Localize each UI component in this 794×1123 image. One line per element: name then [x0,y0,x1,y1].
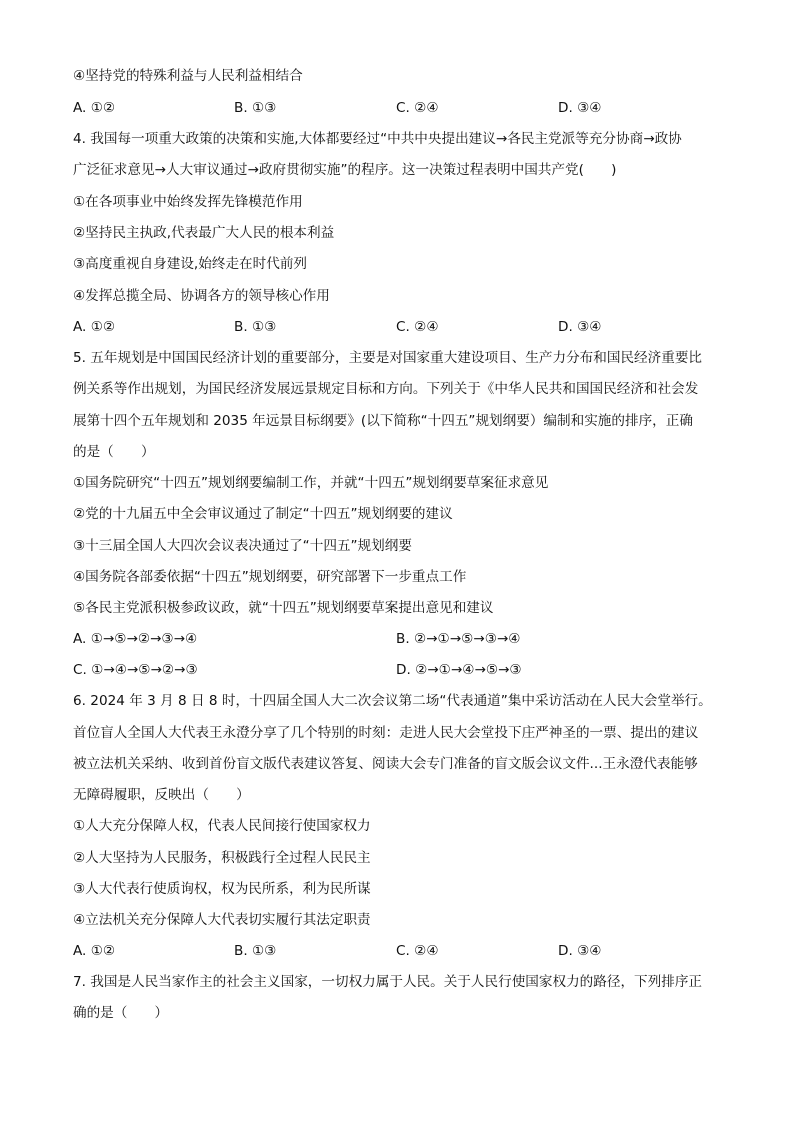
q5-stem-line-3: 展第十四个五年规划和 2035 年远景目标纲要》(以下简称“十四五”规划纲要）编制和实施的排序，正确 [73,413,693,429]
q6-stem-line-1: 6. 2024 年 3 月 8 日 8 时，十四届全国人大二次会议第二场“代表通道”集中采访活动在人民大会堂举行。 [73,693,712,709]
q3-options [73,98,733,118]
q5-option-b: B. ②→①→⑤→③→④ [396,631,521,647]
q3-item-4: ④坚持党的特殊利益与人民利益相结合 [73,68,303,84]
q6-options [73,941,733,961]
q7-stem-line-1: 7. 我国是人民当家作主的社会主义国家，一切权力属于人民。关于人民行使国家权力的路径，下列排序正 [73,974,703,990]
q5-option-c: C. ①→④→⑤→②→③ [73,662,198,678]
q3-option-c: C. ②④ [396,100,439,116]
q6-option-c: C. ②④ [396,943,439,959]
q6-stem-line-3: 被立法机关采纳、收到首份盲文版代表建议答复、阅读大会专门准备的盲文版会议文件...王永澄代表能够 [73,756,698,772]
q5-stem-line-1: 5. 五年规划是中国国民经济计划的重要部分，主要是对国家重大建设项目、生产力分布和国民经济重要比 [73,350,703,366]
q4-item-1: ①在各项事业中始终发挥先锋模范作用 [73,194,303,210]
q4-option-a: A. ①② [73,319,116,335]
q3-option-a: A. ①② [73,100,116,116]
q4-option-b: B. ①③ [234,319,277,335]
q6-option-a: A. ①② [73,943,116,959]
q4-options [73,317,733,337]
q5-item-2: ②党的十九届五中全会审议通过了制定“十四五”规划纲要的建议 [73,506,453,522]
q5-options-row-1 [73,629,733,649]
q7-stem-line-2: 确的是（ ） [73,1005,169,1021]
q4-item-3: ③高度重视自身建设,始终走在时代前列 [73,256,308,272]
q5-item-3: ③十三届全国人大四次会议表决通过了“十四五”规划纲要 [73,538,412,554]
q5-options-row-2 [73,660,733,680]
q4-option-c: C. ②④ [396,319,439,335]
q5-item-1: ①国务院研究“十四五”规划纲要编制工作，并就“十四五”规划纲要草案征求意见 [73,475,549,491]
q6-item-2: ②人大坚持为人民服务，积极践行全过程人民民主 [73,850,371,866]
q5-item-4: ④国务院各部委依据“十四五”规划纲要，研究部署下一步重点工作 [73,569,467,585]
q5-item-5: ⑤各民主党派积极参政议政，就“十四五”规划纲要草案提出意见和建议 [73,600,494,616]
q4-item-4: ④发挥总揽全局、协调各方的领导核心作用 [73,288,330,304]
q6-item-1: ①人大充分保障人权，代表人民间接行使国家权力 [73,818,371,834]
q4-stem-line-2: 广泛征求意见→人大审议通过→政府贯彻实施”的程序。这一决策过程表明中国共产党( ) [73,162,617,178]
q6-item-4: ④立法机关充分保障人大代表切实履行其法定职责 [73,912,371,928]
q6-item-3: ③人大代表行使质询权，权为民所系，利为民所谋 [73,881,371,897]
q6-option-d: D. ③④ [558,943,602,959]
q6-stem-line-2: 首位盲人全国人大代表王永澄分享了几个特别的时刻：走进人民大会堂投下庄严神圣的一票、提出的建议 [73,725,699,741]
q5-option-a: A. ①→⑤→②→③→④ [73,631,198,647]
q4-option-d: D. ③④ [558,319,602,335]
q4-item-2: ②坚持民主执政,代表最广大人民的根本利益 [73,225,335,241]
q4-stem-line-1: 4. 我国每一项重大政策的决策和实施,大体都要经过“中共中央提出建议→各民主党派等充分协商→政协 [73,131,682,147]
q3-option-d: D. ③④ [558,100,602,116]
q6-stem-line-4: 无障碍履职，反映出（ ） [73,787,250,803]
q5-stem-line-4: 的是（ ） [73,444,155,460]
q5-stem-line-2: 例关系等作出规划，为国民经济发展远景规定目标和方向。下列关于《中华人民共和国国民经济和社会发 [73,381,699,397]
q6-option-b: B. ①③ [234,943,277,959]
q5-option-d: D. ②→①→④→⑤→③ [396,662,522,678]
q3-option-b: B. ①③ [234,100,277,116]
